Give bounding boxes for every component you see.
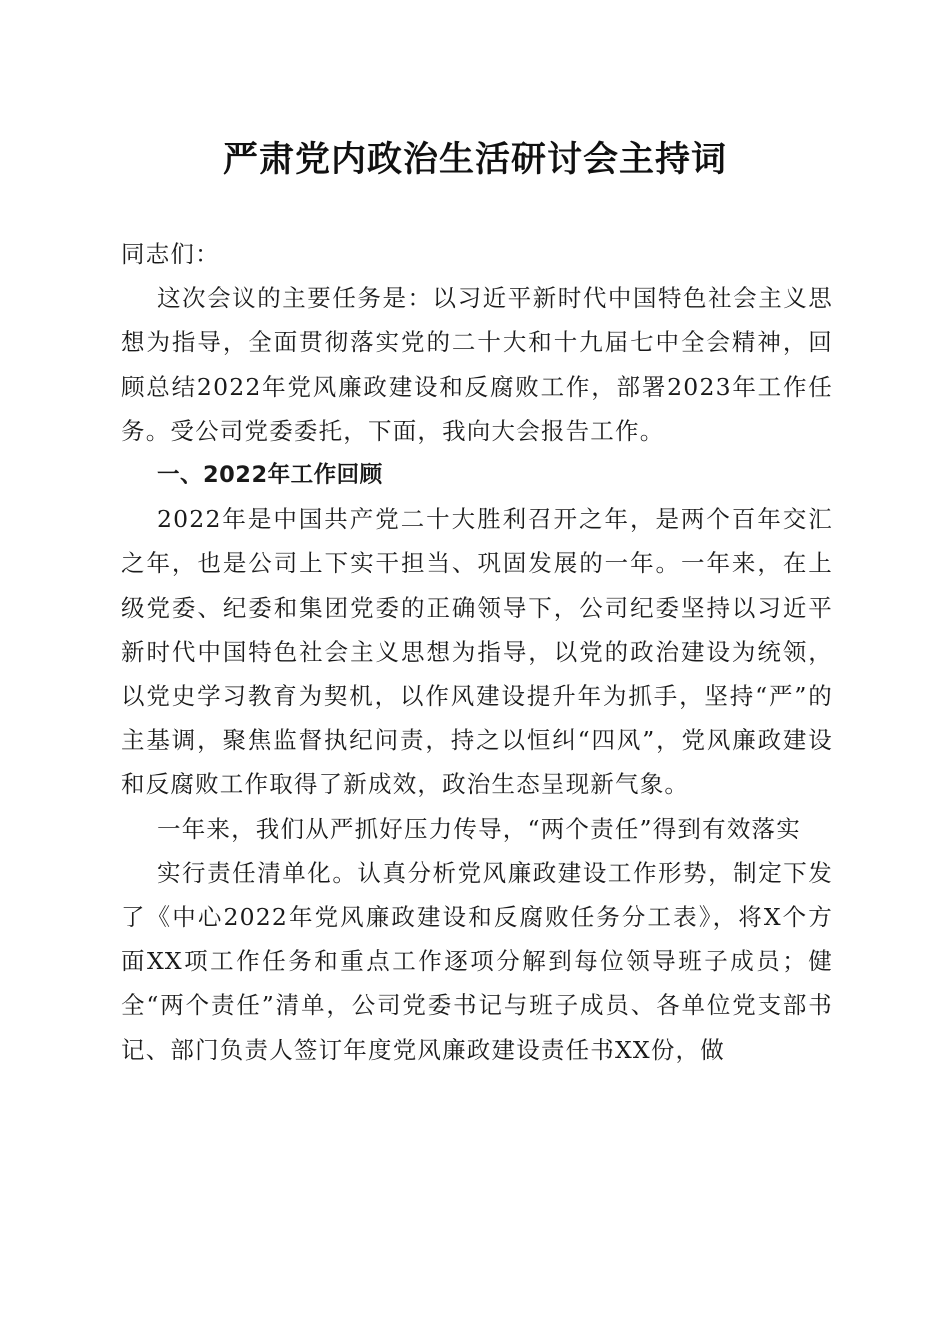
paragraph-intro: 这次会议的主要任务是：以习近平新时代中国特色社会主义思想为指导，全面贯彻落实党的二十大和十九届七中全会精神，回顾总结2022年党风廉政建设和反腐败工作，部署2023年工作任务。受公司党委委托，下面，我向大会报告工作。 [121, 284, 833, 445]
paragraph-review: 2022年是中国共产党二十大胜利召开之年，是两个百年交汇之年，也是公司上下实干担当、巩固发展的一年。一年来，在上级党委、纪委和集团党委的正确领导下，公司纪委坚持以习近平新时代中国特色社会主义思想为指导，以党的政治建设为统领，以党史学习教育为契机，以作风建设提升年为抓手，坚持“严”的主基调，聚焦监督执纪问责，持之以恒纠“四风”，党风廉政建设和反腐败工作取得了新成效，政治生态呈现新气象。 [121, 505, 833, 799]
section-heading-review: 一、2022年工作回顾 [157, 462, 383, 489]
document-body [121, 232, 833, 1072]
document-title: 严肃党内政治生活研讨会主持词 [222, 139, 727, 180]
salutation: 同志们： [121, 240, 220, 268]
paragraph-checklist: 实行责任清单化。认真分析党风廉政建设工作形势，制定下发了《中心2022年党风廉政建设和反腐败任务分工表》，将X个方面XX项工作任务和重点工作逐项分解到每位领导班子成员；健全“两个责任”清单，公司党委书记与班子成员、各单位党支部书记、部门负责人签订年度党风廉政建设责任书XX份，做 [121, 858, 833, 1064]
paragraph-responsibility: 一年来，我们从严抓好压力传导，“两个责任”得到有效落实 [157, 814, 801, 843]
